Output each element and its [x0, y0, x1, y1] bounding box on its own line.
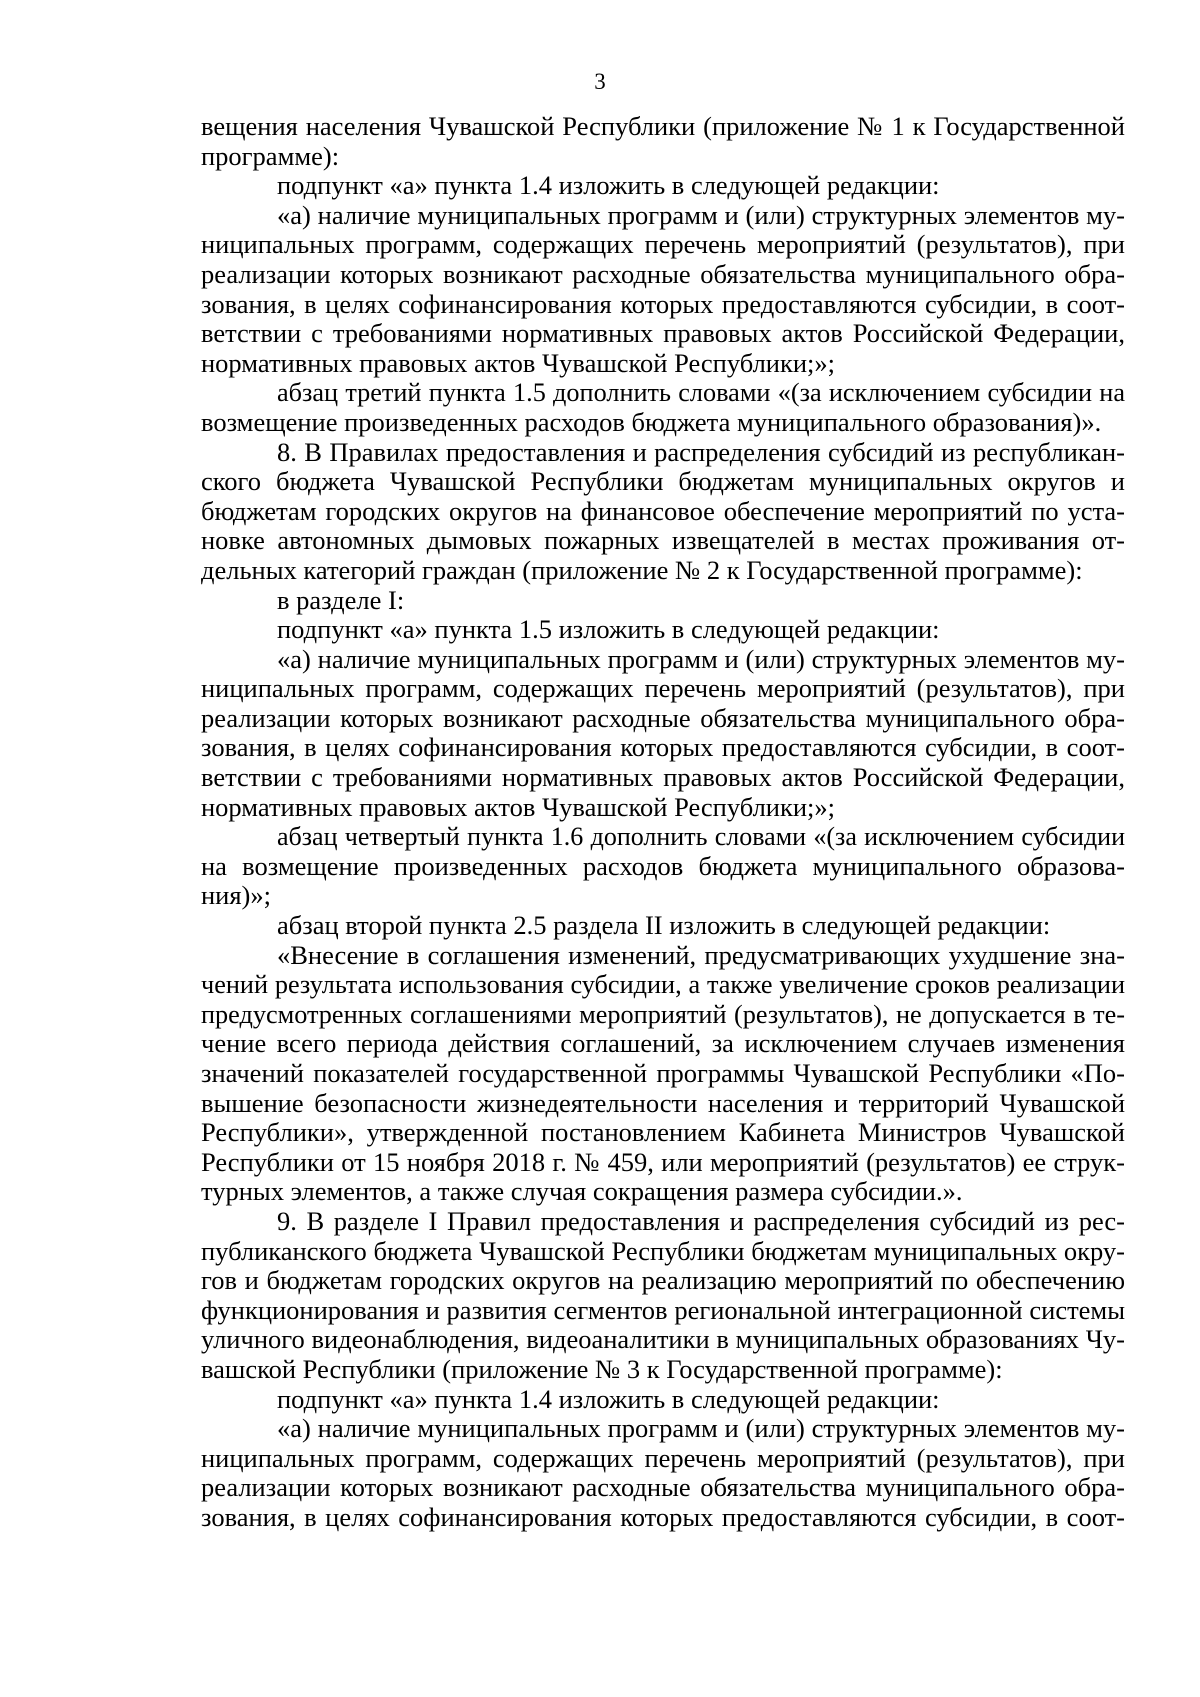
text-line: абзац второй пункта 2.5 раздела II изложить в следующей редакции: [277, 910, 1051, 941]
text-line: возмещение произведенных расходов бюджета муниципального образования)». [201, 406, 1102, 437]
text-line: ветствии с требованиями нормативных правовых актов Российской Федерации, [201, 762, 1125, 793]
text-line: гов и бюджетам городских округов на реализацию мероприятий по обеспечению [201, 1265, 1125, 1296]
text-line: программе): [201, 140, 340, 171]
text-line: ветствии с требованиями нормативных правовых актов Российской Федерации, [201, 318, 1125, 349]
text-line: бюджетам городских округов на финансовое обеспечение мероприятий по уста- [201, 495, 1125, 526]
text-line: реализации которых возникают расходные обязательства муниципального обра- [201, 702, 1125, 733]
text-line: турных элементов, а также случая сокращения размера субсидии.». [201, 1176, 963, 1207]
text-line: дельных категорий граждан (приложение № 2 к Государственной программе): [201, 554, 1083, 585]
text-line: публиканского бюджета Чувашской Республики бюджетам муниципальных окру- [201, 1235, 1125, 1266]
text-line: в разделе I: [277, 584, 405, 615]
text-line: предусмотренных соглашениями мероприятий (результатов), не допускается в те- [201, 999, 1125, 1029]
text-line: зования, в целях софинансирования которых предоставляются субсидии, в соот- [201, 1501, 1125, 1532]
text-line: ниципальных программ, содержащих перечень мероприятий (результатов), при [201, 1442, 1125, 1473]
text-line: подпункт «а» пункта 1.4 изложить в следующей редакции: [277, 170, 940, 201]
text-line: новке автономных дымовых пожарных извещателей в местах проживания от- [201, 525, 1125, 556]
text-line: ского бюджета Чувашской Республики бюджетам муниципальных округов и [201, 466, 1125, 497]
text-line: абзац третий пункта 1.5 дополнить словами «(за исключением субсидии на [277, 378, 1125, 408]
text-line: нормативных правовых актов Чувашской Республики;»; [201, 347, 836, 378]
text-line: 9. В разделе I Правил предоставления и распределения субсидий из рес- [277, 1205, 1125, 1236]
text-line: вышение безопасности жизнедеятельности населения и территорий Чувашской [201, 1087, 1125, 1118]
text-line: «а) наличие муниципальных программ и (или) структурных элементов му- [277, 1413, 1125, 1444]
text-line: значений показателей государственной программы Чувашской Республики «По- [201, 1058, 1125, 1088]
text-line: зования, в целях софинансирования которых предоставляются субсидии, в соот- [201, 732, 1125, 763]
text-line: ниципальных программ, содержащих перечень мероприятий (результатов), при [201, 673, 1125, 704]
document-body [201, 112, 1125, 1533]
text-line: на возмещение произведенных расходов бюджета муниципального образова- [201, 850, 1125, 881]
text-line: подпункт «а» пункта 1.4 изложить в следующей редакции: [277, 1383, 940, 1414]
text-line: вещения населения Чувашской Республики (приложение № 1 к Государственной [201, 111, 1125, 141]
text-line: Республики от 15 ноября 2018 г. № 459, или мероприятий (результатов) ее струк- [201, 1146, 1125, 1177]
text-line: «а) наличие муниципальных программ и (или) структурных элементов му- [277, 643, 1125, 674]
text-line: подпункт «а» пункта 1.5 изложить в следующей редакции: [277, 614, 940, 645]
text-line: нормативных правовых актов Чувашской Республики;»; [201, 791, 836, 822]
text-line: уличного видеонаблюдения, видеоаналитики в муниципальных образованиях Чу- [201, 1324, 1125, 1355]
text-line: «Внесение в соглашения изменений, предусматривающих ухудшение зна- [277, 939, 1125, 970]
text-line: абзац четвертый пункта 1.6 дополнить словами «(за исключением субсидии [277, 822, 1125, 852]
text-line: «а) наличие муниципальных программ и (или) структурных элементов му- [277, 199, 1125, 230]
text-line: чений результата использования субсидии, а также увеличение сроков реализации [201, 970, 1125, 1000]
text-line: реализации которых возникают расходные обязательства муниципального обра- [201, 258, 1125, 289]
text-line: ния)»; [201, 880, 271, 911]
text-line: зования, в целях софинансирования которых предоставляются субсидии, в соот- [201, 288, 1125, 319]
text-line: Республики», утвержденной постановлением Кабинета Министров Чувашской [201, 1117, 1125, 1148]
text-line: 8. В Правилах предоставления и распределения субсидий из республикан- [277, 436, 1125, 467]
text-line: ниципальных программ, содержащих перечень мероприятий (результатов), при [201, 229, 1125, 260]
text-line: вашской Республики (приложение № 3 к Государственной программе): [201, 1353, 1003, 1384]
text-line: реализации которых возникают расходные обязательства муниципального обра- [201, 1472, 1125, 1503]
text-line: функционирования и развития сегментов региональной интеграционной системы [201, 1294, 1125, 1325]
text-line: чение всего периода действия соглашений, за исключением случаев изменения [201, 1028, 1125, 1059]
page-number: 3 [594, 69, 606, 94]
